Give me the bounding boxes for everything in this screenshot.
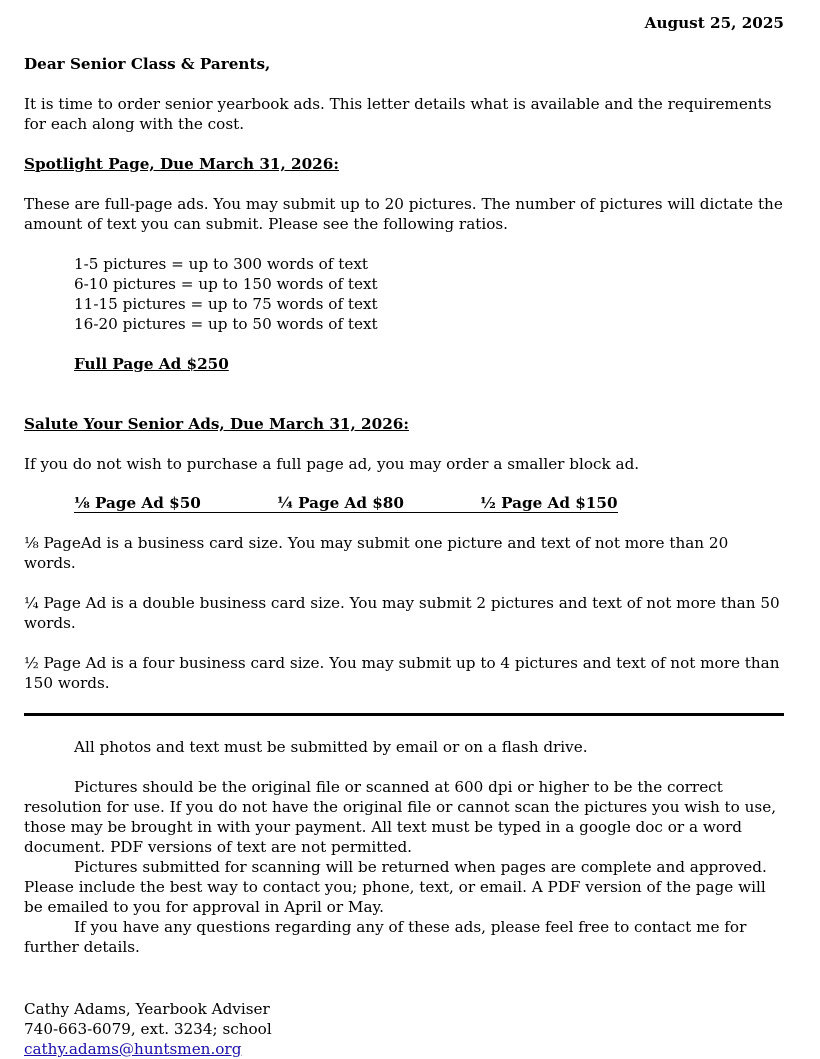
quarter-page-price: ¼ Page Ad $80 (277, 494, 480, 513)
section-divider (24, 713, 784, 716)
ratio-item: 1-5 pictures = up to 300 words of text (74, 255, 368, 273)
eighth-page-price: ⅛ Page Ad $50 (74, 494, 277, 513)
half-page-price: ½ Page Ad $150 (480, 494, 618, 512)
questions-paragraph: If you have any questions regarding any of these ads, please feel free to contact me for further details. (24, 918, 747, 956)
submission-note: All photos and text must be submitted by email or on a flash drive. (74, 738, 588, 756)
spotlight-description: These are full-page ads. You may submit up to 20 pictures. The number of pictures will dictate the amount of text you can submit. Please see the following ratios. (24, 195, 783, 233)
spotlight-heading: Spotlight Page, Due March 31, 2026: (24, 155, 339, 173)
salute-heading: Salute Your Senior Ads, Due March 31, 2026: (24, 415, 409, 433)
ratio-item: 6-10 pictures = up to 150 words of text (74, 275, 378, 293)
ratio-item: 16-20 pictures = up to 50 words of text (74, 315, 378, 333)
block-ad-prices (24, 494, 784, 513)
signature-name: Cathy Adams, Yearbook Adviser (24, 1000, 270, 1018)
letter-document (24, 12, 784, 1059)
ratio-list (24, 254, 784, 334)
email-link[interactable]: cathy.adams@huntsmen.org (24, 1040, 242, 1058)
intro-paragraph: It is time to order senior yearbook ads. This letter details what is available and the requirements for each along with the cost. (24, 95, 772, 133)
letter-date: August 25, 2025 (644, 14, 784, 32)
signature-phone: 740-663-6079, ext. 3234; school (24, 1020, 272, 1038)
signature-block (24, 999, 784, 1059)
pictures-paragraph: Pictures should be the original file or scanned at 600 dpi or higher to be the correct resolution for use. If you do not have the original file or cannot scan the pictures you wish to use, those may be brought in with your payment. All text must be typed in a google doc or a word document. PDF versions of text are not permitted. (24, 778, 777, 856)
ratio-item: 11-15 pictures = up to 75 words of text (74, 295, 378, 313)
scanning-paragraph: Pictures submitted for scanning will be returned when pages are complete and approved. Please include the best way to contact you; phone, text, or email. A PDF version of the page will be emailed to you for approval in April or May. (24, 858, 767, 916)
full-page-price: Full Page Ad $250 (74, 355, 229, 373)
salute-description: If you do not wish to purchase a full page ad, you may order a smaller block ad. (24, 455, 640, 473)
half-page-detail: ½ Page Ad is a four business card size. You may submit up to 4 pictures and text of not more than 150 words. (24, 654, 780, 692)
quarter-page-detail: ¼ Page Ad is a double business card size. You may submit 2 pictures and text of not more than 50 words. (24, 594, 780, 632)
greeting: Dear Senior Class & Parents, (24, 55, 271, 73)
eighth-page-detail: ⅛ PageAd is a business card size. You may submit one picture and text of not more than 20 words. (24, 534, 729, 572)
